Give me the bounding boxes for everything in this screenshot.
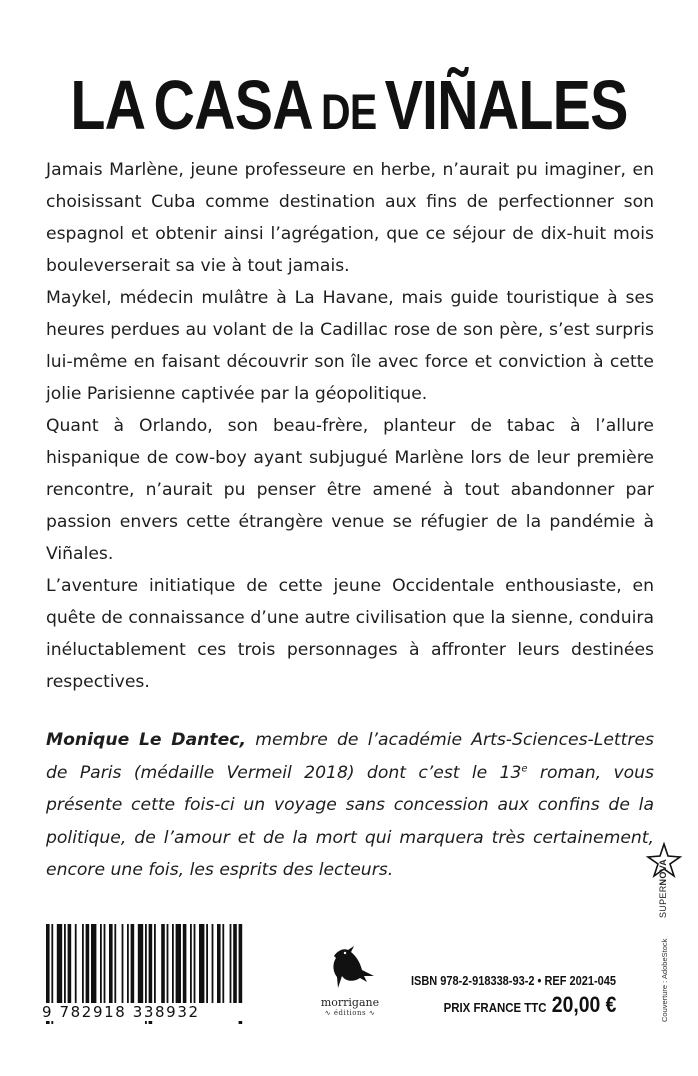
barcode-bar bbox=[217, 924, 221, 1008]
barcode-bar bbox=[167, 924, 169, 1008]
barcode-bar bbox=[109, 924, 113, 1008]
price-value: 20,00 € bbox=[551, 992, 616, 1017]
barcode-bar bbox=[194, 924, 196, 1008]
title-word-vinales: VIÑALES bbox=[384, 66, 628, 144]
barcode-bar bbox=[138, 924, 143, 1008]
barcode-bar bbox=[104, 924, 106, 1008]
barcode-bar bbox=[82, 924, 84, 1008]
barcode-bar bbox=[114, 924, 116, 1008]
barcode-bar bbox=[91, 924, 96, 1008]
barcode-bar bbox=[190, 924, 192, 1008]
barcode-bar bbox=[122, 924, 124, 1008]
synopsis-paragraph: Maykel, médecin mulâtre à La Havane, mais guide touristique à ses heures perdues au volant de la Cadillac rose de son père, s’est surpris lui-même en faisant découvrir son île avec force et conviction à cette jolie Parisienne captivée par la géopolitique. bbox=[46, 288, 654, 404]
barcode-bar bbox=[127, 924, 129, 1008]
bio-text-start: membre de l’académie Arts-Sciences-Lettres de Paris (médaille Vermeil 2018) dont c’est le 13 bbox=[46, 730, 654, 783]
barcode-bar bbox=[64, 924, 66, 1008]
barcode-bar bbox=[206, 924, 208, 1008]
barcode-bar bbox=[100, 924, 102, 1008]
publisher-logo bbox=[290, 936, 410, 1017]
collection-logo-text bbox=[658, 859, 668, 918]
price bbox=[443, 992, 616, 1018]
author-name: Monique Le Dantec, bbox=[46, 730, 246, 750]
publisher-subtitle: ∿ éditions ∿ bbox=[324, 1009, 376, 1017]
barcode-bar bbox=[57, 924, 62, 1008]
barcode-bar bbox=[154, 924, 156, 1008]
crow-icon bbox=[320, 936, 380, 994]
collection-suffix: NOVA bbox=[658, 858, 668, 886]
ordinal-superscript: e bbox=[521, 762, 528, 774]
publisher-subtitle-text: éditions bbox=[333, 1009, 367, 1017]
barcode-bar bbox=[75, 924, 77, 1008]
book-title bbox=[63, 66, 635, 147]
title-word-de: DE bbox=[321, 84, 377, 140]
barcode-bar bbox=[230, 924, 232, 1008]
barcode-bar bbox=[68, 924, 72, 1008]
barcode-bar bbox=[212, 924, 214, 1008]
bio-text-end: roman, vous présente cette fois-ci un voyage sans concession aux confins de la politique, de l’amour et de la mort qui marquera très certainement, encore une fois, les esprits des lecteurs. bbox=[46, 762, 654, 880]
synopsis-paragraph: Quant à Orlando, son beau-frère, planteur de tabac à l’allure hispanique de cow-boy ayant subjugué Marlène lors de leur première rencontre, n’aurait pu penser être amené à tout abandonner par passion envers cette étrangère venue se réfugier de la pandémie à Viñales. bbox=[46, 416, 654, 564]
cover-credit: Couverture : AdobeStock bbox=[660, 938, 669, 1022]
barcode-bar bbox=[199, 924, 204, 1008]
synopsis-paragraph: Jamais Marlène, jeune professeure en herbe, n’aurait pu imaginer, en choisissant Cuba comme destination aux fins de perfectionner son espagnol et obtenir ainsi l’agrégation, que ce séjour de dix-huit mois bouleverserait sa vie à tout jamais. bbox=[46, 160, 654, 276]
barcode-bar bbox=[131, 924, 135, 1008]
author-bio bbox=[46, 724, 654, 887]
title-word-la: LA bbox=[70, 66, 146, 144]
barcode-bar bbox=[233, 924, 237, 1008]
price-label: PRIX FRANCE TTC bbox=[443, 1000, 547, 1015]
isbn-ref: ISBN 978-2-918338-93-2 • REF 2021-045 bbox=[410, 974, 616, 988]
barcode-bar bbox=[86, 924, 90, 1008]
barcode-bar bbox=[176, 924, 181, 1008]
barcode-bar bbox=[222, 924, 224, 1008]
barcode-bar bbox=[183, 924, 187, 1008]
barcode-digits: 9 782918 338932 bbox=[40, 1003, 252, 1021]
synopsis-paragraph: L’aventure initiatique de cette jeune Occidentale enthousiaste, en quête de connaissance d’une autre civilisation que la sienne, conduira inéluctablement ces trois personnages à affronter leurs destinées respectives. bbox=[46, 576, 654, 692]
collection-prefix: SUPER bbox=[658, 885, 668, 918]
title-word-casa: CASA bbox=[153, 66, 313, 144]
synopsis bbox=[46, 154, 654, 698]
barcode-bar bbox=[161, 924, 165, 1008]
barcode-bar bbox=[172, 924, 174, 1008]
publisher-name: morrigane bbox=[320, 996, 380, 1009]
